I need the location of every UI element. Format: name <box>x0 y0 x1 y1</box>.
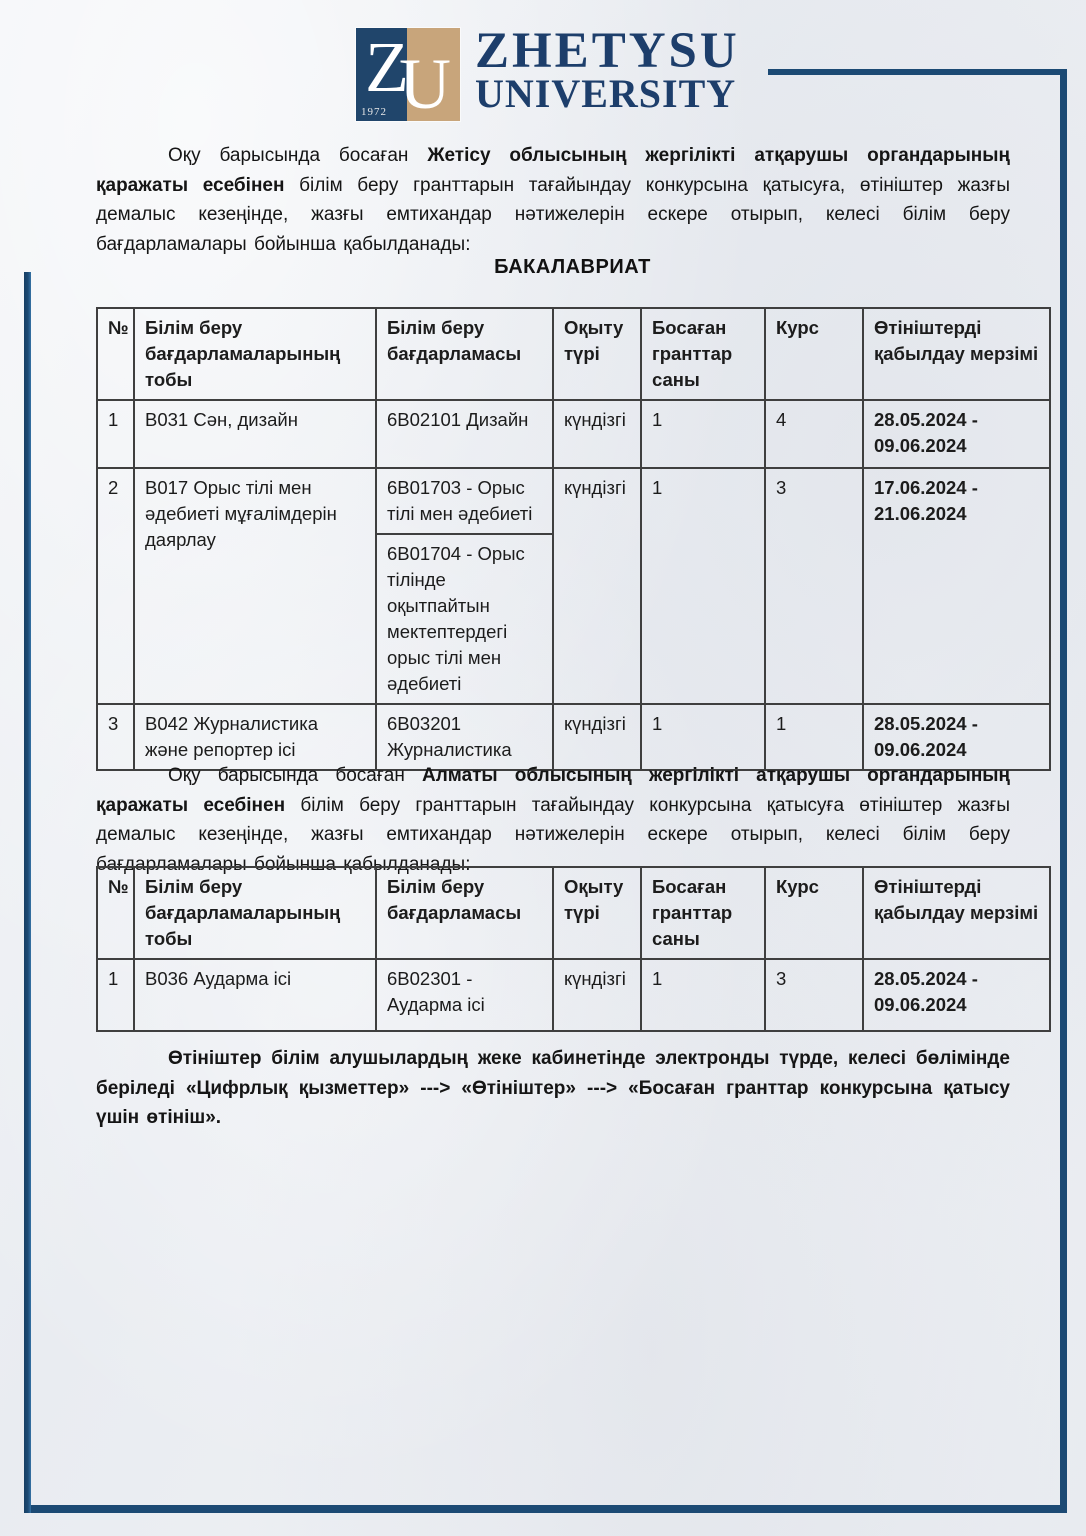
intro1-text-end: білім беру гранттарын тағайындау конкурсына қатысуға, өтініштер жазғы демалыс кезеңінде, жазғы емтихандар нәтижелерін ескере отырып, келесі білім беру бағдарламалары бойынша қабылданады: <box>96 174 1010 255</box>
intro1-bold-funding-source: Жетісу облысының жергілікті атқарушы органдарының қаражаты есебінен <box>96 145 1010 196</box>
header-vacant-grants: Босаған гранттар саны <box>641 308 765 400</box>
cell-study-form: күндізгі <box>553 400 641 468</box>
cell-vacant-grants: 1 <box>641 959 765 1031</box>
cell-num: 2 <box>97 468 134 704</box>
cell-vacant-grants: 1 <box>641 704 765 770</box>
logo-letter-u: U <box>399 44 451 124</box>
page-frame-left-line <box>24 272 31 1513</box>
intro2-text-start: Оқу барысында босаған <box>168 765 422 786</box>
header-vacant-grants: Босаған гранттар саны <box>641 867 765 959</box>
table1-header-row <box>97 308 1050 400</box>
table2-header-row <box>97 867 1050 959</box>
cell-application-period: 28.05.2024 - 09.06.2024 <box>863 704 1050 770</box>
cell-program: 6В03201 Журналистика <box>376 704 553 770</box>
header-num: № <box>97 308 134 400</box>
cell-study-form: күндізгі <box>553 959 641 1031</box>
grants-table-zhetysu <box>96 307 1051 771</box>
header-course: Курс <box>765 308 863 400</box>
cell-vacant-grants: 1 <box>641 400 765 468</box>
cell-application-period: 28.05.2024 - 09.06.2024 <box>863 959 1050 1031</box>
cell-course: 3 <box>765 468 863 704</box>
cell-program-group: В036 Аударма ісі <box>134 959 376 1031</box>
table2-row-1 <box>97 959 1050 1031</box>
header-application-period: Өтініштерді қабылдау мерзімі <box>863 867 1050 959</box>
header-program-group: Білім беру бағдарламаларының тобы <box>134 867 376 959</box>
university-wordmark <box>475 23 740 116</box>
logo-year: 1972 <box>361 106 387 118</box>
cell-study-form: күндізгі <box>553 704 641 770</box>
logo-letter-z: Z <box>365 27 409 107</box>
university-logo <box>356 23 740 124</box>
university-name-line2: UNIVERSITY <box>475 71 737 116</box>
header-course: Курс <box>765 867 863 959</box>
cell-num: 3 <box>97 704 134 770</box>
header-program-group: Білім беру бағдарламаларының тобы <box>134 308 376 400</box>
application-instructions-paragraph: Өтініштер білім алушылардың жеке кабинетінде электронды түрде, келесі бөлімінде беріледі «Цифрлық қызметтер» ---> «Өтініштер» ---> «Босаған гранттар конкурсына қатысу үшін өтініш». <box>96 1048 1010 1128</box>
cell-program-a: 6В01703 - Орыс тілі мен әдебиеті <box>376 468 553 534</box>
header-program: Білім беру бағдарламасы <box>376 867 553 959</box>
table1-row-2 <box>97 468 1050 534</box>
header-application-period: Өтініштерді қабылдау мерзімі <box>863 308 1050 400</box>
grants-table-almaty <box>96 866 1051 1032</box>
cell-course: 4 <box>765 400 863 468</box>
table1-row-1 <box>97 400 1050 468</box>
header-program: Білім беру бағдарламасы <box>376 308 553 400</box>
page-frame-bottom-line <box>24 1505 1067 1513</box>
header-study-form: Оқыту түрі <box>553 867 641 959</box>
university-logo-mark <box>356 27 460 124</box>
cell-application-period: 17.06.2024 - 21.06.2024 <box>863 468 1050 704</box>
intro2-bold-funding-source: Алматы облысының жергілікті атқарушы органдарының қаражаты есебінен <box>96 765 1010 816</box>
cell-program-b: 6В01704 - Орыс тілінде оқытпайтын мектептердегі орыс тілі мен әдебиеті <box>376 534 553 704</box>
page-frame-right-line <box>1060 69 1067 1513</box>
cell-program-group: В031 Сән, дизайн <box>134 400 376 468</box>
cell-course: 3 <box>765 959 863 1031</box>
cell-num: 1 <box>97 400 134 468</box>
cell-num: 1 <box>97 959 134 1031</box>
cell-program-group: В042 Журналистика және репортер ісі <box>134 704 376 770</box>
cell-course: 1 <box>765 704 863 770</box>
cell-program: 6В02301 - Аударма ісі <box>376 959 553 1031</box>
intro-paragraph-zhetysu <box>96 141 1010 259</box>
page-frame-top-right-line <box>768 69 1067 75</box>
intro1-text-start: Оқу барысында босаған <box>168 145 428 166</box>
header-study-form: Оқыту түрі <box>553 308 641 400</box>
cell-study-form: күндізгі <box>553 468 641 704</box>
header-num: № <box>97 867 134 959</box>
cell-application-period: 28.05.2024 - 09.06.2024 <box>863 400 1050 468</box>
cell-program-group: В017 Орыс тілі мен әдебиеті мұғалімдерін даярлау <box>134 468 376 704</box>
section-title-bachelor: БАКАЛАВРИАТ <box>494 256 651 278</box>
intro-paragraph-almaty <box>96 761 1010 879</box>
cell-program: 6В02101 Дизайн <box>376 400 553 468</box>
cell-vacant-grants: 1 <box>641 468 765 704</box>
intro2-text-end: білім беру гранттарын тағайындау конкурсына қатысуға өтініштер жазғы демалыс кезеңінде, жазғы емтихандар нәтижелерін ескере отырып, келесі білім беру бағдарламалары бойынша қабылданады: <box>96 794 1011 875</box>
university-name-line1: ZHETYSU <box>475 23 740 79</box>
